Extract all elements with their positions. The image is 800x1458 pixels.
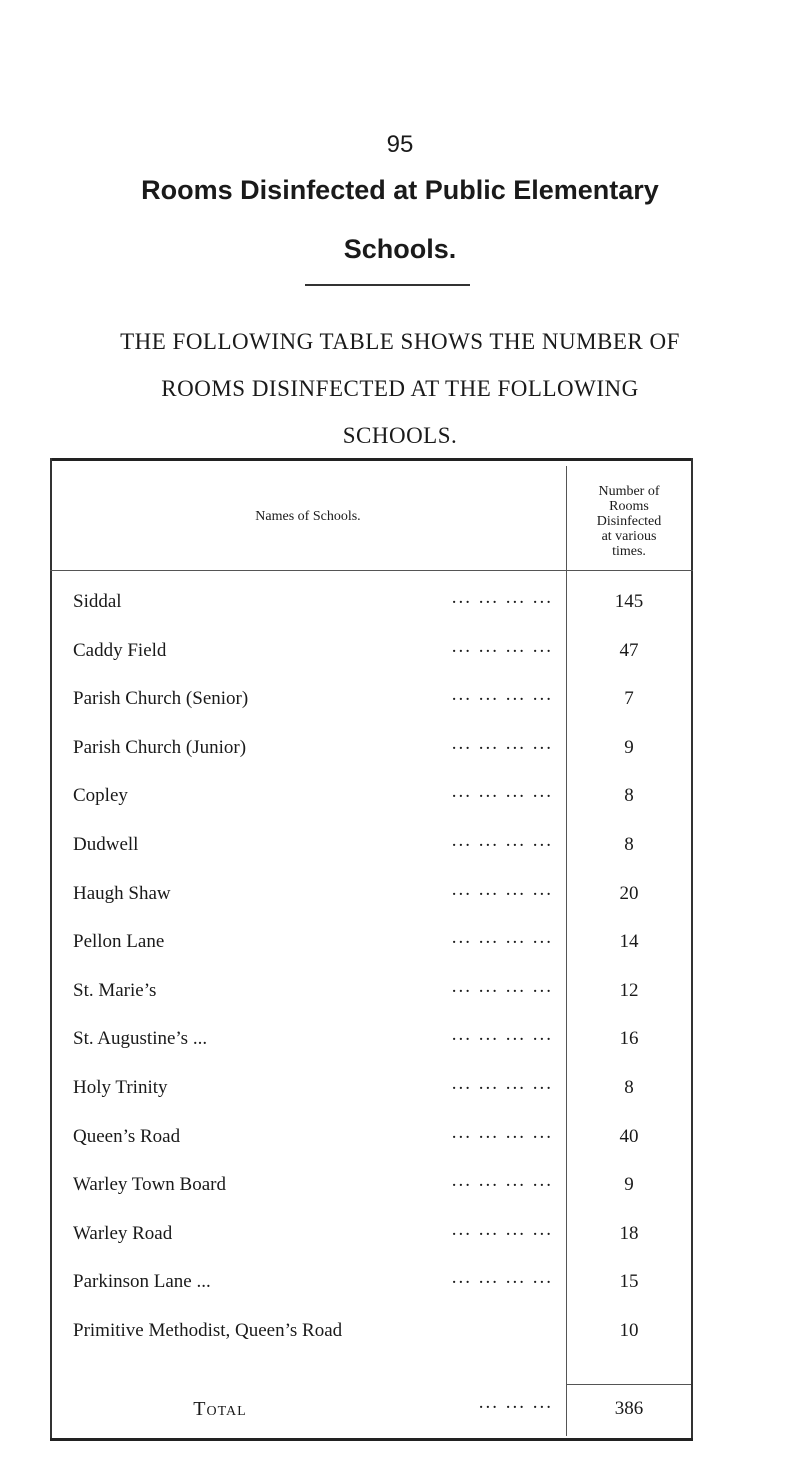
table-row bbox=[50, 1067, 693, 1116]
leader-dots: ... ... ... ... bbox=[451, 732, 553, 754]
header-number-line: Disinfected bbox=[596, 514, 662, 529]
total-label: Total bbox=[193, 1398, 247, 1420]
school-name: Primitive Methodist, Queen’s Road bbox=[73, 1319, 343, 1341]
table-row bbox=[50, 1164, 693, 1213]
school-name: Siddal bbox=[73, 591, 122, 612]
school-name: Caddy Field bbox=[73, 639, 167, 661]
header-number-line: Rooms bbox=[609, 499, 649, 514]
table-row bbox=[50, 1213, 693, 1262]
table-row bbox=[50, 1261, 693, 1310]
leader-dots: ... ... ... ... bbox=[451, 927, 553, 949]
table-row bbox=[50, 775, 693, 824]
school-name: Haugh Shaw bbox=[73, 882, 171, 904]
rooms-count: 8 bbox=[624, 785, 634, 807]
leader-dots: ... ... ... ... bbox=[451, 975, 553, 997]
header-number-line: at various bbox=[601, 529, 657, 544]
rooms-count: 14 bbox=[619, 931, 639, 953]
intro-line-3: SCHOOLS. bbox=[342, 423, 458, 448]
rooms-count: 15 bbox=[619, 1271, 639, 1293]
school-name: Copley bbox=[73, 785, 128, 807]
leader-dots: ... ... ... ... bbox=[451, 587, 553, 608]
page-number: 95 bbox=[386, 131, 414, 158]
school-name: St. Augustine’s ... bbox=[73, 1028, 208, 1050]
header-number-line: times. bbox=[612, 544, 646, 559]
rooms-count: 12 bbox=[619, 979, 639, 1001]
leader-dots: ... ... ... ... bbox=[451, 1024, 553, 1046]
intro-line-1: THE FOLLOWING TABLE SHOWS THE NUMBER OF bbox=[120, 329, 680, 354]
school-name: Parish Church (Senior) bbox=[73, 688, 249, 710]
rooms-count: 47 bbox=[619, 639, 639, 661]
intro-text bbox=[0, 318, 800, 459]
table-bottom-border bbox=[50, 1438, 693, 1441]
school-name: Parkinson Lane ... bbox=[73, 1271, 211, 1293]
school-name: Dudwell bbox=[73, 833, 139, 855]
page-title-line-2: Schools. bbox=[343, 234, 457, 264]
header-number-line: Number of bbox=[598, 484, 660, 499]
header-names-of-schools: Names of Schools. bbox=[255, 509, 361, 524]
rooms-count: 40 bbox=[619, 1125, 639, 1147]
school-name: Parish Church (Junior) bbox=[73, 736, 247, 758]
page-title-line-1: Rooms Disinfected at Public Elementary bbox=[141, 175, 659, 205]
leader-dots: ... ... ... ... bbox=[451, 1121, 553, 1143]
school-name: St. Marie’s bbox=[73, 979, 157, 1001]
rooms-count: 8 bbox=[624, 1076, 634, 1098]
header-number-of-rooms bbox=[567, 484, 691, 559]
table-top-border bbox=[50, 458, 693, 461]
table-row bbox=[50, 727, 693, 776]
leader-dots: ... ... ... ... bbox=[451, 1072, 553, 1094]
leader-dots: ... ... ... ... bbox=[451, 684, 553, 706]
school-name: Queen’s Road bbox=[73, 1125, 181, 1147]
leader-dots: ... ... ... bbox=[478, 1392, 553, 1413]
rooms-count: 8 bbox=[624, 833, 634, 855]
rooms-count: 16 bbox=[619, 1028, 639, 1050]
school-name: Warley Road bbox=[73, 1222, 173, 1244]
rooms-count: 10 bbox=[619, 1319, 639, 1341]
leader-dots: ... ... ... ... bbox=[451, 635, 553, 657]
school-name: Warley Town Board bbox=[73, 1174, 226, 1196]
school-name: Holy Trinity bbox=[73, 1076, 168, 1098]
rooms-count: 18 bbox=[619, 1222, 639, 1244]
leader-dots: ... ... ... ... bbox=[451, 878, 553, 900]
table-row bbox=[50, 873, 693, 922]
table-row bbox=[50, 970, 693, 1019]
table-row bbox=[50, 1116, 693, 1165]
rooms-count: 145 bbox=[614, 591, 644, 612]
header-divider bbox=[50, 570, 693, 571]
rooms-count: 9 bbox=[624, 1174, 634, 1196]
schools-table bbox=[50, 458, 693, 1458]
rooms-count: 9 bbox=[624, 736, 634, 758]
leader-dots: ... ... ... ... bbox=[451, 1170, 553, 1192]
total-divider bbox=[566, 1384, 691, 1385]
table-row bbox=[50, 581, 693, 630]
rooms-count: 7 bbox=[624, 688, 634, 710]
table-body bbox=[50, 581, 693, 1359]
table-row bbox=[50, 1018, 693, 1067]
total-value: 386 bbox=[614, 1398, 644, 1419]
leader-dots: ... ... ... ... bbox=[451, 781, 553, 803]
table-row bbox=[50, 630, 693, 679]
table-row bbox=[50, 1310, 693, 1359]
table-row bbox=[50, 678, 693, 727]
leader-dots: ... ... ... ... bbox=[451, 1267, 553, 1289]
intro-line-2: ROOMS DISINFECTED AT THE FOLLOWING bbox=[161, 376, 639, 401]
table-row bbox=[50, 921, 693, 970]
leader-dots: ... ... ... ... bbox=[451, 1218, 553, 1240]
rooms-count: 20 bbox=[619, 882, 639, 904]
leader-dots: ... ... ... ... bbox=[451, 829, 553, 851]
school-name: Pellon Lane bbox=[73, 931, 165, 953]
page-title bbox=[0, 172, 800, 267]
title-divider bbox=[305, 284, 470, 286]
table-row bbox=[50, 824, 693, 873]
